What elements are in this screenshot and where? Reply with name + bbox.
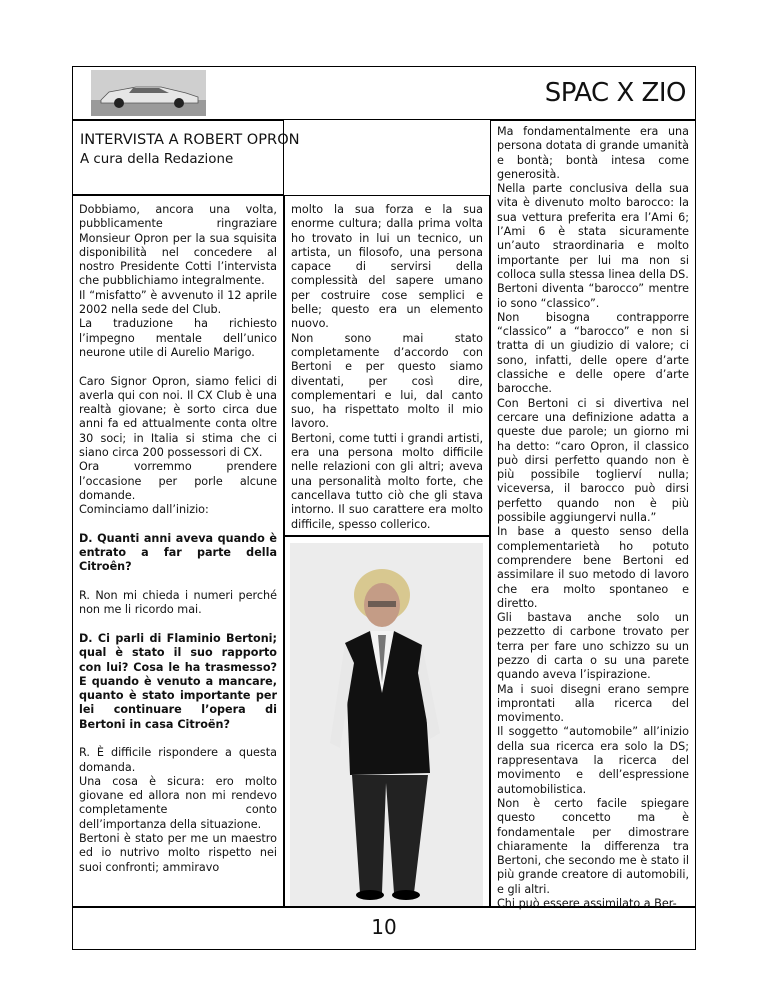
answer: R. Non mi chieda i numeri perché non me li ricordo mai. <box>79 589 277 617</box>
magazine-brand: SPAC X ZIO <box>544 78 686 108</box>
article-title: INTERVISTA A ROBERT OPRON <box>80 131 300 148</box>
paragraph: Ma fondamentalmente era una persona dotata di grande umanità e bontà; bontà intesa come generosità. <box>497 125 689 181</box>
paragraph: La traduzione ha richiesto l’impegno mentale dell’unico neurone utile di Aurelio Marigo. <box>79 317 277 359</box>
paragraph: Nella parte conclusiva della sua vita è divenuto molto barocco: la sua vettura preferita era l’Ami 6; l’Ami 6 è stata sicuramente un’auto straordinaria e molto importante per lui ma non si colloca sulla stessa linea della DS. <box>497 182 689 281</box>
paragraph: Gli bastava anche solo un pezzetto di carbone trovato per terra per fare uno schizzo su un pezzo di carta o su una parete quando aveva l’ispirazione. <box>497 611 689 682</box>
column-2-text <box>291 203 483 532</box>
paragraph: Una cosa è sicura: ero molto giovane ed allora non mi rendevo completamente conto dell’importanza della situazione. <box>79 774 277 831</box>
answer: R. È difficile rispondere a questa domanda. <box>79 746 277 774</box>
paragraph: Non sono mai stato completamente d’accordo con Bertoni e per questo siamo diventati, per così dire, complementari e lui, dal canto suo, ha rispettato molto il mio lavoro. <box>291 331 483 431</box>
paragraph: molto la sua forza e la sua enorme cultura; dalla prima volta ho trovato in lui un tecnico, un artista, un filosofo, una persona capace di servirsi della complessità del sapere umano per costruire cose semplici e belle; questo era un elemento nuovo. <box>291 203 483 331</box>
paragraph: Cominciamo dall’inizio: <box>79 503 209 517</box>
paragraph: Non bisogna contrapporre “classico” a “barocco” e non si tratta di un giudizio di valore; ci sono, infatti, delle opere d’arte classiche e delle opere d’arte barocche. <box>497 310 689 396</box>
paragraph: Chi può essere assimilato a Ber- <box>497 897 677 911</box>
paragraph: In base a questo senso della complementarietà ho potuto comprendere bene Bertoni ed assimilare il suo metodo di lavoro che era molto spontaneo e diretto. <box>497 525 689 610</box>
column-1-text <box>79 203 277 875</box>
paragraph: Bertoni, come tutti i grandi artisti, era una persona molto difficile nelle relazioni con gli altri; aveva una personalità molto forte, che cancellava tutto ciò che gli stava intorno. Il suo carattere era molto difficile, spesso collerico. <box>291 431 483 531</box>
paragraph: Bertoni è stato per me un maestro ed io nutrivo molto rispetto nei suoi confronti; ammiravo <box>79 832 277 874</box>
paragraph: Con Bertoni ci si divertiva nel cercare una definizione adatta a queste due parole; un giorno mi ha detto: “caro Opron, il classico può dirsi perfetto quando non è più possibile toglierví nulla; viceversa, il barocco può dirsi perfetto quando non è più possibile aggiungervi nulla.” <box>497 396 689 525</box>
paragraph: Ora vorremmo prendere l’occasione per porle alcune domande. <box>79 460 277 502</box>
car-photo <box>91 70 206 116</box>
paragraph: Il “misfatto” è avvenuto il 12 aprile 2002 nella sede del Club. <box>79 288 277 317</box>
paragraph: Bertoni diventa “barocco” mentre io sono “classico”. <box>497 282 689 310</box>
page-number: 10 <box>371 915 397 939</box>
portrait-photo <box>290 543 483 906</box>
article-byline: A cura della Redazione <box>80 152 234 167</box>
paragraph: Ma i suoi disegni erano sempre improntati alla ricerca del movimento. <box>497 682 689 725</box>
paragraph: Dobbiamo, ancora una volta, pubblicamente ringraziare Monsieur Opron per la sua squisita disponibilità nel concedere al nostro Presidente Cotti l’intervista che pubblichiamo integralmente. <box>79 203 277 288</box>
column-3-text <box>497 125 689 911</box>
paragraph: Non è certo facile spiegare questo concetto ma è fondamentale per dimostrare chiaramente la differenza tra Bertoni, che secondo me è stato il più grande creatore di automobili, e gli altri. <box>497 796 689 896</box>
question: D. Ci parli di Flaminio Bertoni; qual è stato il suo rapporto con lui? Cosa le ha trasmesso? E quando è venuto a mancare, quanto è stato importante per lei continuare l’opera di Bertoni in casa Citroën? <box>79 631 277 731</box>
paragraph: Il soggetto “automobile” all’inizio della sua ricerca era solo la DS; rappresentava la ricerca del movimento e dell’espressione automobilistica. <box>497 725 689 796</box>
paragraph: Caro Signor Opron, siamo felici di averla qui con noi. Il CX Club è una realtà giovane; è sorto circa due anni fa ed attualmente conta oltre 30 soci; in Italia si stima che ci siano circa 200 possessori di CX. <box>79 374 277 460</box>
question: D. Quanti anni aveva quando è entrato a far parte della Citroên? <box>79 531 277 574</box>
